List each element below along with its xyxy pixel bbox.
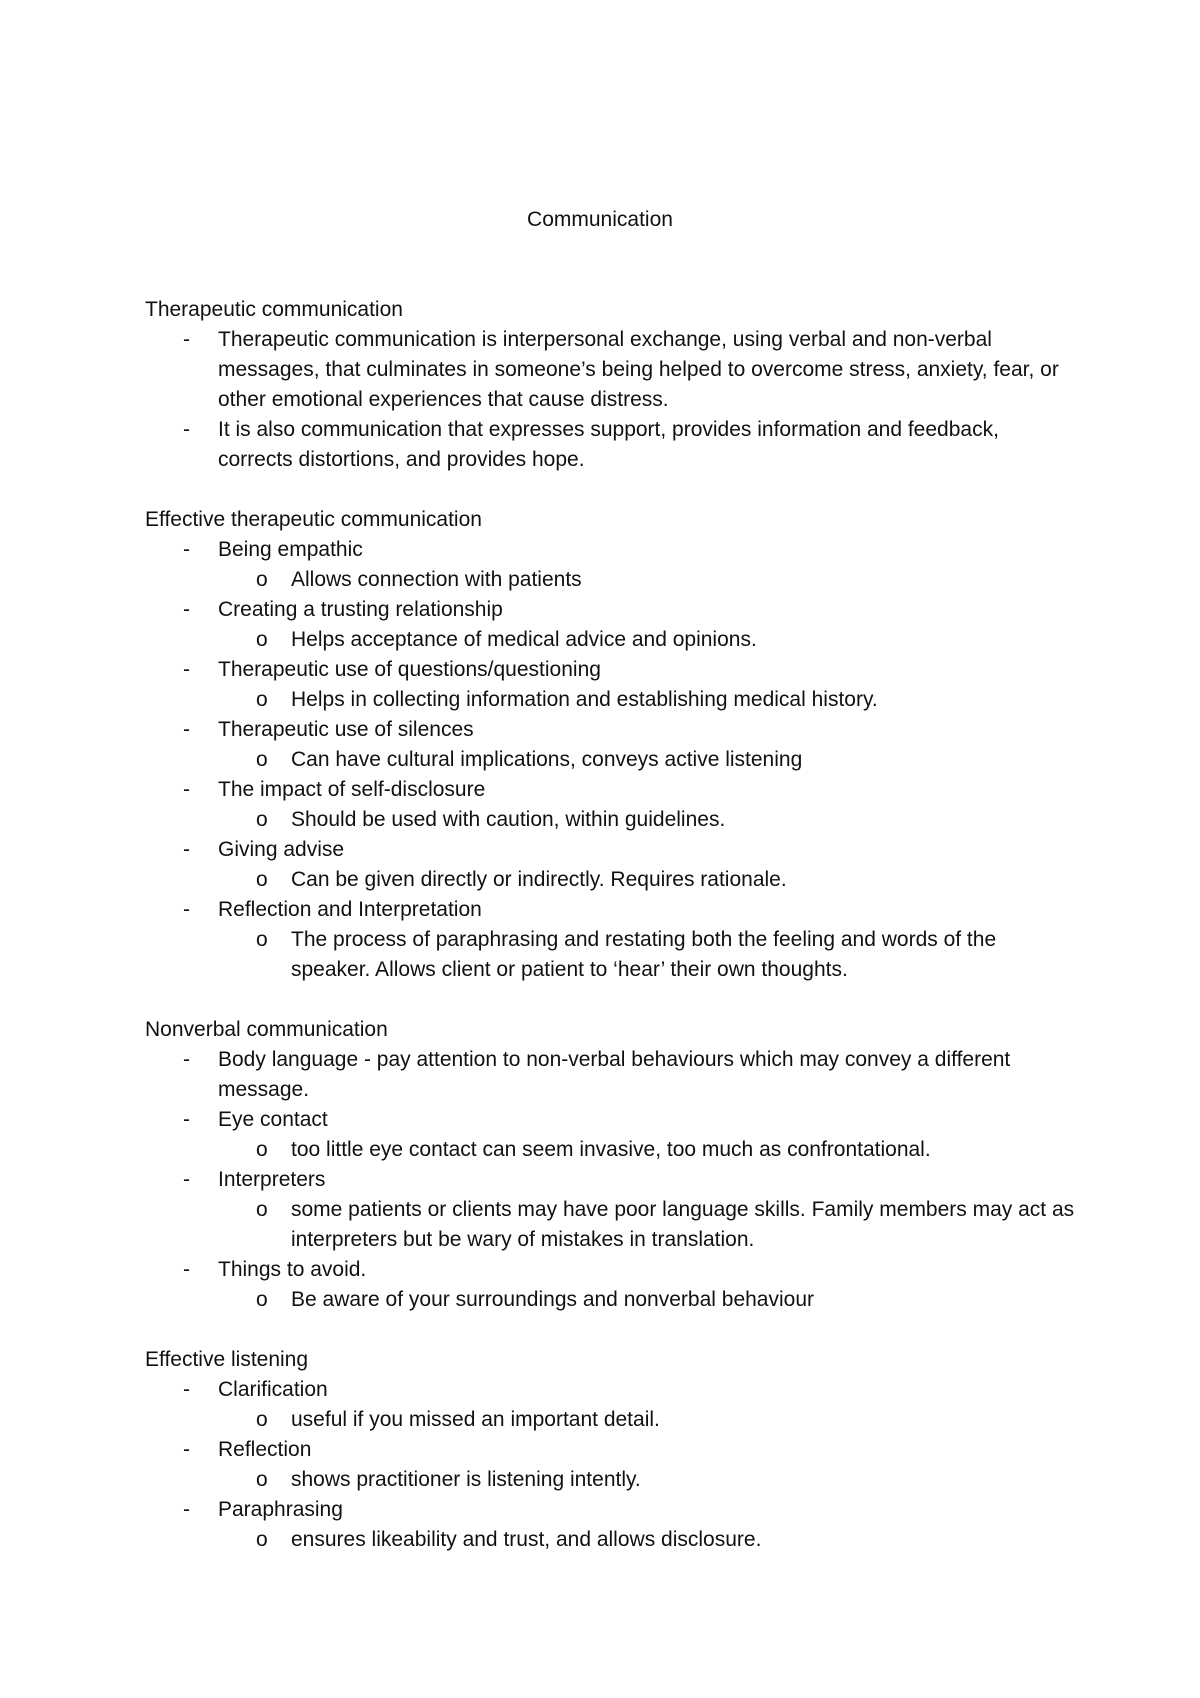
circle-bullet: o bbox=[256, 928, 268, 951]
sub-list-item-text: ensures likeability and trust, and allows disclosure. bbox=[291, 1528, 762, 1551]
list-item-text: Creating a trusting relationship bbox=[218, 598, 503, 621]
list-item bbox=[145, 895, 1075, 925]
section-heading: Therapeutic communication bbox=[145, 298, 403, 321]
list-item-text: Paraphrasing bbox=[218, 1498, 343, 1521]
sub-list-item-text: Should be used with caution, within guidelines. bbox=[291, 808, 726, 831]
dash-bullet: - bbox=[183, 898, 190, 921]
list-item-text: Reflection bbox=[218, 1438, 312, 1461]
list-item bbox=[145, 1435, 1075, 1465]
dash-bullet: - bbox=[183, 328, 190, 351]
list-item bbox=[145, 1495, 1075, 1525]
list-item bbox=[145, 1375, 1075, 1405]
sub-list-item bbox=[145, 865, 1075, 895]
document-section bbox=[145, 505, 1075, 985]
list-item bbox=[145, 1255, 1075, 1285]
sub-list-item-text: The process of paraphrasing and restating both the feeling and words of the speaker. Allows client or patient to ‘hear’ their own thoughts. bbox=[291, 928, 997, 981]
sub-list-item bbox=[145, 1195, 1075, 1255]
list-item-text: Giving advise bbox=[218, 838, 345, 861]
list-item-text: Clarification bbox=[218, 1378, 328, 1401]
list-item-text: Interpreters bbox=[218, 1168, 326, 1191]
dash-bullet: - bbox=[183, 658, 190, 681]
list-item-text: Therapeutic use of silences bbox=[218, 718, 474, 741]
circle-bullet: o bbox=[256, 1288, 268, 1311]
list-item bbox=[145, 1165, 1075, 1195]
sub-list-item-text: Helps acceptance of medical advice and opinions. bbox=[291, 628, 757, 651]
list-item-text: Therapeutic communication is interpersonal exchange, using verbal and non-verbal messages, that culminates in someone’s being helped to overcome stress, anxiety, fear, or other emotional experiences that cause distress. bbox=[218, 328, 1059, 411]
sub-list-item bbox=[145, 685, 1075, 715]
circle-bullet: o bbox=[256, 1408, 268, 1431]
list-item bbox=[145, 775, 1075, 805]
section-heading: Effective listening bbox=[145, 1348, 309, 1371]
circle-bullet: o bbox=[256, 1528, 268, 1551]
circle-bullet: o bbox=[256, 868, 268, 891]
circle-bullet: o bbox=[256, 688, 268, 711]
sub-list-item bbox=[145, 1525, 1075, 1555]
list-item bbox=[145, 415, 1075, 475]
dash-bullet: - bbox=[183, 1498, 190, 1521]
list-item-text: Being empathic bbox=[218, 538, 363, 561]
section-heading: Nonverbal communication bbox=[145, 1018, 388, 1041]
sub-list-item-text: too little eye contact can seem invasive, too much as confrontational. bbox=[291, 1138, 931, 1161]
dash-bullet: - bbox=[183, 598, 190, 621]
sub-list-item bbox=[145, 565, 1075, 595]
sub-list-item bbox=[145, 1135, 1075, 1165]
dash-bullet: - bbox=[183, 1108, 190, 1131]
dash-bullet: - bbox=[183, 1378, 190, 1401]
circle-bullet: o bbox=[256, 808, 268, 831]
document-body bbox=[145, 295, 1075, 1585]
list-item-text: Therapeutic use of questions/questioning bbox=[218, 658, 601, 681]
list-item bbox=[145, 1045, 1075, 1105]
dash-bullet: - bbox=[183, 1438, 190, 1461]
sub-list-item bbox=[145, 625, 1075, 655]
sub-list-item bbox=[145, 745, 1075, 775]
list-item-text: Reflection and Interpretation bbox=[218, 898, 482, 921]
sub-list-item-text: Can have cultural implications, conveys active listening bbox=[291, 748, 803, 771]
sub-list-item-text: shows practitioner is listening intently. bbox=[291, 1468, 641, 1491]
circle-bullet: o bbox=[256, 628, 268, 651]
circle-bullet: o bbox=[256, 1198, 268, 1221]
document-section bbox=[145, 1345, 1075, 1555]
list-item-text: Body language - pay attention to non-verbal behaviours which may convey a different message. bbox=[218, 1048, 1011, 1101]
sub-list-item-text: Be aware of your surroundings and nonverbal behaviour bbox=[291, 1288, 815, 1311]
sub-list-item bbox=[145, 1285, 1075, 1315]
list-item bbox=[145, 835, 1075, 865]
dash-bullet: - bbox=[183, 418, 190, 441]
section-heading: Effective therapeutic communication bbox=[145, 508, 482, 531]
dash-bullet: - bbox=[183, 1168, 190, 1191]
dash-bullet: - bbox=[183, 1048, 190, 1071]
document-section bbox=[145, 295, 1075, 475]
list-item-text: The impact of self-disclosure bbox=[218, 778, 486, 801]
list-item bbox=[145, 1105, 1075, 1135]
dash-bullet: - bbox=[183, 718, 190, 741]
circle-bullet: o bbox=[256, 1468, 268, 1491]
list-item-text: Things to avoid. bbox=[218, 1258, 367, 1281]
dash-bullet: - bbox=[183, 1258, 190, 1281]
list-item bbox=[145, 325, 1075, 415]
sub-list-item-text: Can be given directly or indirectly. Requires rationale. bbox=[291, 868, 787, 891]
list-item bbox=[145, 535, 1075, 565]
sub-list-item-text: some patients or clients may have poor language skills. Family members may act as interpreters but be wary of mistakes in translation. bbox=[291, 1198, 1075, 1251]
list-item bbox=[145, 715, 1075, 745]
circle-bullet: o bbox=[256, 748, 268, 771]
sub-list-item-text: Allows connection with patients bbox=[291, 568, 582, 591]
dash-bullet: - bbox=[183, 838, 190, 861]
sub-list-item-text: Helps in collecting information and establishing medical history. bbox=[291, 688, 878, 711]
list-item-text: Eye contact bbox=[218, 1108, 328, 1131]
list-item-text: It is also communication that expresses support, provides information and feedback, corrects distortions, and provides hope. bbox=[218, 418, 999, 471]
circle-bullet: o bbox=[256, 568, 268, 591]
sub-list-item bbox=[145, 925, 1075, 985]
circle-bullet: o bbox=[256, 1138, 268, 1161]
sub-list-item bbox=[145, 1465, 1075, 1495]
sub-list-item bbox=[145, 805, 1075, 835]
sub-list-item-text: useful if you missed an important detail. bbox=[291, 1408, 660, 1431]
list-item bbox=[145, 595, 1075, 625]
sub-list-item bbox=[145, 1405, 1075, 1435]
document-section bbox=[145, 1015, 1075, 1315]
dash-bullet: - bbox=[183, 538, 190, 561]
dash-bullet: - bbox=[183, 778, 190, 801]
list-item bbox=[145, 655, 1075, 685]
document-title: Communication bbox=[527, 208, 673, 231]
